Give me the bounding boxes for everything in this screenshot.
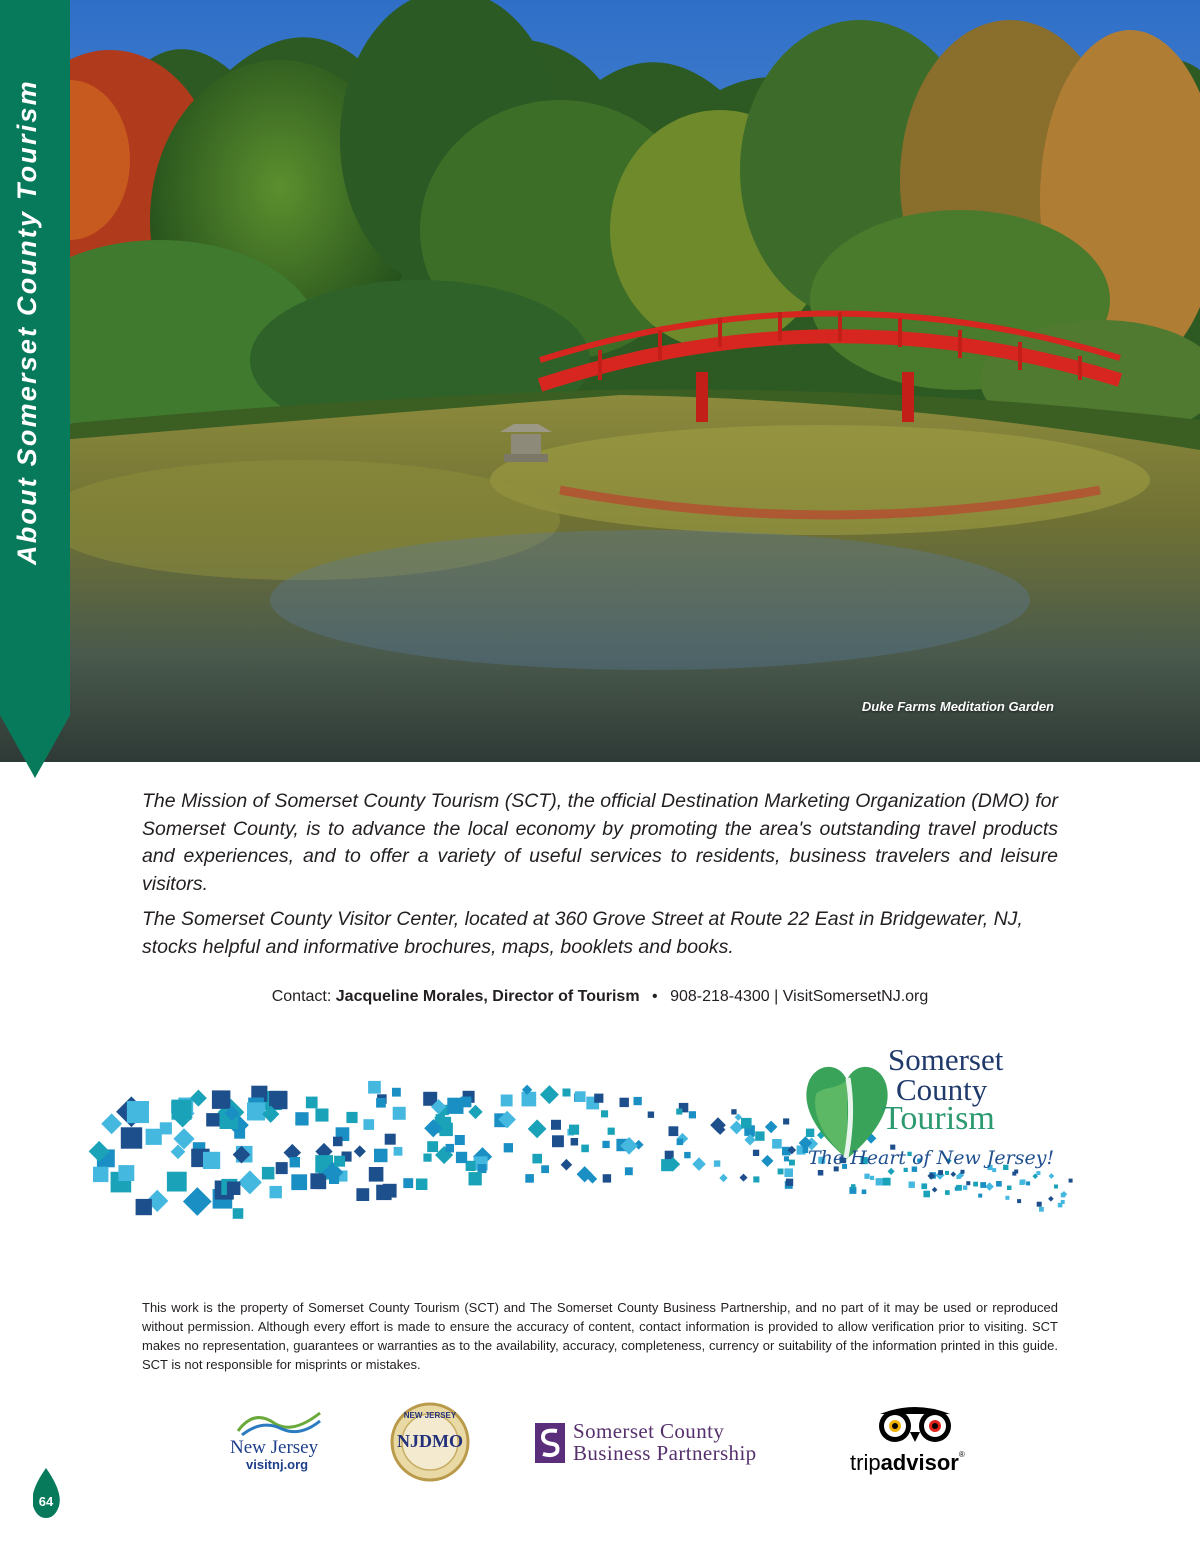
- wave-square: [620, 1098, 629, 1107]
- wave-square: [601, 1110, 608, 1117]
- wave-square: [334, 1156, 345, 1167]
- njdmo-top-text: NEW JERSEY: [403, 1411, 457, 1420]
- wave-square: [136, 1199, 152, 1215]
- wave-square: [172, 1100, 192, 1120]
- wave-square: [932, 1187, 938, 1193]
- wave-square: [501, 1095, 513, 1107]
- wave-square: [719, 1174, 727, 1182]
- wave-square: [504, 1143, 513, 1152]
- wave-square: [478, 1164, 487, 1173]
- wave-square: [374, 1149, 388, 1163]
- wave-square: [978, 1194, 982, 1198]
- wave-square: [270, 1186, 282, 1198]
- wave-square: [233, 1208, 244, 1219]
- wave-square: [167, 1172, 187, 1192]
- logo-word-county: County: [896, 1072, 988, 1107]
- wave-square: [945, 1190, 950, 1195]
- wave-square: [783, 1118, 789, 1124]
- contact-separator: •: [652, 988, 658, 1005]
- wave-square: [118, 1165, 134, 1181]
- njdmo-seal: [390, 1402, 470, 1482]
- wave-square: [203, 1152, 220, 1169]
- wave-square: [1039, 1207, 1044, 1212]
- wave-square: [692, 1157, 706, 1171]
- wave-square: [735, 1114, 742, 1121]
- wave-square: [761, 1155, 773, 1167]
- wave-square: [160, 1122, 172, 1134]
- wave-square: [291, 1174, 307, 1190]
- photo-caption: Duke Farms Meditation Garden: [861, 699, 1054, 714]
- wave-square: [753, 1176, 759, 1182]
- wave-square: [648, 1112, 654, 1118]
- wave-square: [561, 1159, 573, 1171]
- wave-square: [532, 1154, 542, 1164]
- nj-name: New Jersey: [230, 1437, 319, 1458]
- wave-square: [963, 1186, 967, 1190]
- wave-square: [376, 1098, 386, 1108]
- wave-square: [676, 1109, 682, 1115]
- wave-square: [789, 1160, 795, 1166]
- tripadvisor-logo: [848, 1402, 973, 1477]
- wave-square: [127, 1101, 149, 1123]
- wave-square: [677, 1139, 684, 1146]
- wave-square: [714, 1160, 720, 1166]
- mission-paragraph: The Mission of Somerset County Tourism (SCT), the official Destination Marketing Organization (DMO) for Somerset County, is to advance the local economy by promoting the area's outstanding travel products and experiences, and to offer a variety of useful services to residents, business travelers and leisure visitors.: [142, 790, 1058, 895]
- wave-square: [269, 1091, 287, 1109]
- contact-phone-web: 908-218-4300 | VisitSomersetNJ.org: [670, 988, 929, 1005]
- wave-square: [469, 1172, 482, 1185]
- somerset-county-tourism-logo: [800, 1040, 1055, 1185]
- wave-square: [528, 1119, 547, 1138]
- wave-square: [541, 1165, 549, 1173]
- wave-square: [569, 1125, 579, 1135]
- wave-square: [333, 1137, 343, 1147]
- wave-square: [385, 1134, 396, 1145]
- wave-square: [1007, 1186, 1012, 1191]
- nj-url: visitnj.org: [246, 1457, 309, 1472]
- wave-square: [346, 1112, 357, 1123]
- wave-square: [456, 1152, 467, 1163]
- wave-square: [446, 1144, 455, 1153]
- wave-square: [784, 1168, 793, 1177]
- wave-square: [206, 1113, 219, 1126]
- wave-square: [956, 1185, 962, 1191]
- wave-square: [121, 1127, 142, 1148]
- wave-square: [363, 1119, 374, 1130]
- wave-square: [778, 1169, 784, 1175]
- hero-photo: [0, 0, 1200, 762]
- wave-square: [765, 1121, 778, 1134]
- wave-square: [403, 1178, 413, 1188]
- wave-square: [1005, 1196, 1009, 1200]
- wave-square: [1049, 1173, 1055, 1179]
- wave-square: [1069, 1179, 1073, 1183]
- wave-square: [684, 1152, 690, 1158]
- wave-square: [731, 1109, 736, 1114]
- scbp-line-1: Somerset County: [573, 1419, 725, 1443]
- logo-word-somerset: Somerset: [888, 1042, 1004, 1077]
- wave-square: [1017, 1199, 1021, 1203]
- garden-scene-image: [0, 0, 1200, 762]
- scbp-logo: [535, 1420, 805, 1468]
- wave-square: [1054, 1185, 1058, 1189]
- wave-square: [772, 1139, 782, 1149]
- owl-eyes-icon: [870, 1402, 960, 1446]
- wave-square: [183, 1187, 212, 1216]
- visitor-center-paragraph: The Somerset County Visitor Center, located at 360 Grove Street at Route 22 East in Bridgewater, NJ, stocks helpful and informative brochures, maps, booklets and books.: [142, 908, 1023, 958]
- contact-name: Jacqueline Morales, Director of Tourism: [335, 988, 640, 1005]
- wave-square: [238, 1170, 262, 1194]
- disclaimer-text: This work is the property of Somerset County Tourism (SCT) and The Somerset County Business Partnership, and no part of it may be used or reproduced without permission. Although every effort is made to ensure the accuracy of content, contact information is provided to allow verification prior to visiting. SCT makes no representation, guarantees or warranties as to the availability, accuracy, completeness, currency or suitability of the information printed in this guide. SCT is not responsible for misprints or mistakes.: [142, 1300, 1058, 1372]
- wave-square: [101, 1113, 122, 1134]
- wave-square: [525, 1174, 534, 1183]
- wave-square: [93, 1167, 108, 1182]
- wave-square: [563, 1089, 571, 1097]
- wave-square: [522, 1092, 537, 1107]
- wave-square: [1037, 1202, 1042, 1207]
- wave-square: [602, 1141, 609, 1148]
- wave-square: [575, 1091, 586, 1102]
- scbp-s-icon: [535, 1423, 565, 1463]
- wave-square: [295, 1112, 308, 1125]
- wave-square: [581, 1145, 589, 1153]
- wave-square: [227, 1182, 241, 1196]
- wave-square: [247, 1102, 265, 1120]
- wave-square: [669, 1126, 679, 1136]
- wave-square: [423, 1154, 431, 1162]
- wave-square: [625, 1167, 633, 1175]
- wave-square: [393, 1107, 406, 1120]
- wave-square: [1058, 1203, 1063, 1208]
- wave-square: [603, 1174, 611, 1182]
- wave-square: [392, 1088, 401, 1097]
- logo-tagline: The Heart of New Jersey!: [808, 1147, 1055, 1169]
- wave-square: [368, 1081, 381, 1094]
- wave-square: [416, 1179, 428, 1191]
- wave-square: [540, 1085, 559, 1104]
- nj-swoosh-icon: [234, 1405, 324, 1437]
- wave-square: [427, 1141, 438, 1152]
- wave-square: [923, 1191, 930, 1198]
- contact-label: Contact:: [271, 988, 332, 1005]
- wave-square: [356, 1188, 369, 1201]
- page-number-drop: [33, 1468, 63, 1520]
- page-number: 64: [38, 1494, 54, 1509]
- wave-square: [310, 1173, 326, 1189]
- wave-square: [354, 1145, 366, 1157]
- wave-square: [276, 1162, 288, 1174]
- side-banner: [0, 0, 70, 780]
- wave-square: [306, 1097, 318, 1109]
- wave-square: [455, 1135, 465, 1145]
- visitnj-logo: [224, 1405, 334, 1475]
- wave-square: [755, 1131, 764, 1140]
- njdmo-name: NJDMO: [397, 1431, 463, 1451]
- wave-square: [315, 1109, 328, 1122]
- wave-square: [369, 1167, 384, 1182]
- wave-square: [786, 1179, 793, 1186]
- wave-square: [262, 1167, 275, 1180]
- wave-square: [552, 1135, 564, 1147]
- scbp-line-2: Business Partnership: [573, 1441, 757, 1465]
- wave-square: [741, 1118, 752, 1129]
- wave-square: [753, 1150, 759, 1156]
- tripadvisor-reg: ®: [958, 1450, 965, 1459]
- tripadvisor-advisor: advisor: [880, 1450, 959, 1475]
- wave-square: [1048, 1196, 1054, 1202]
- wave-square: [290, 1157, 300, 1167]
- wave-square: [689, 1111, 696, 1118]
- contact-line: [0, 988, 1200, 1006]
- wave-square: [594, 1094, 603, 1103]
- logo-word-tourism: Tourism: [882, 1100, 995, 1137]
- wave-square: [551, 1120, 561, 1130]
- wave-square: [329, 1174, 339, 1184]
- wave-square: [571, 1138, 579, 1146]
- wave-square: [784, 1156, 789, 1161]
- wave-square: [212, 1090, 231, 1109]
- wave-square: [394, 1147, 403, 1156]
- wave-square: [439, 1123, 453, 1137]
- tripadvisor-wordmark: [850, 1450, 965, 1476]
- wave-square: [376, 1185, 391, 1200]
- wave-square: [634, 1097, 642, 1105]
- tripadvisor-trip: trip: [850, 1450, 881, 1475]
- wave-square: [447, 1098, 463, 1114]
- wave-square: [608, 1128, 615, 1135]
- mission-text: [142, 788, 1058, 969]
- wave-square: [739, 1174, 747, 1182]
- section-title: About Somerset County Tourism: [12, 79, 42, 565]
- wave-square: [862, 1190, 867, 1195]
- wave-square: [146, 1129, 162, 1145]
